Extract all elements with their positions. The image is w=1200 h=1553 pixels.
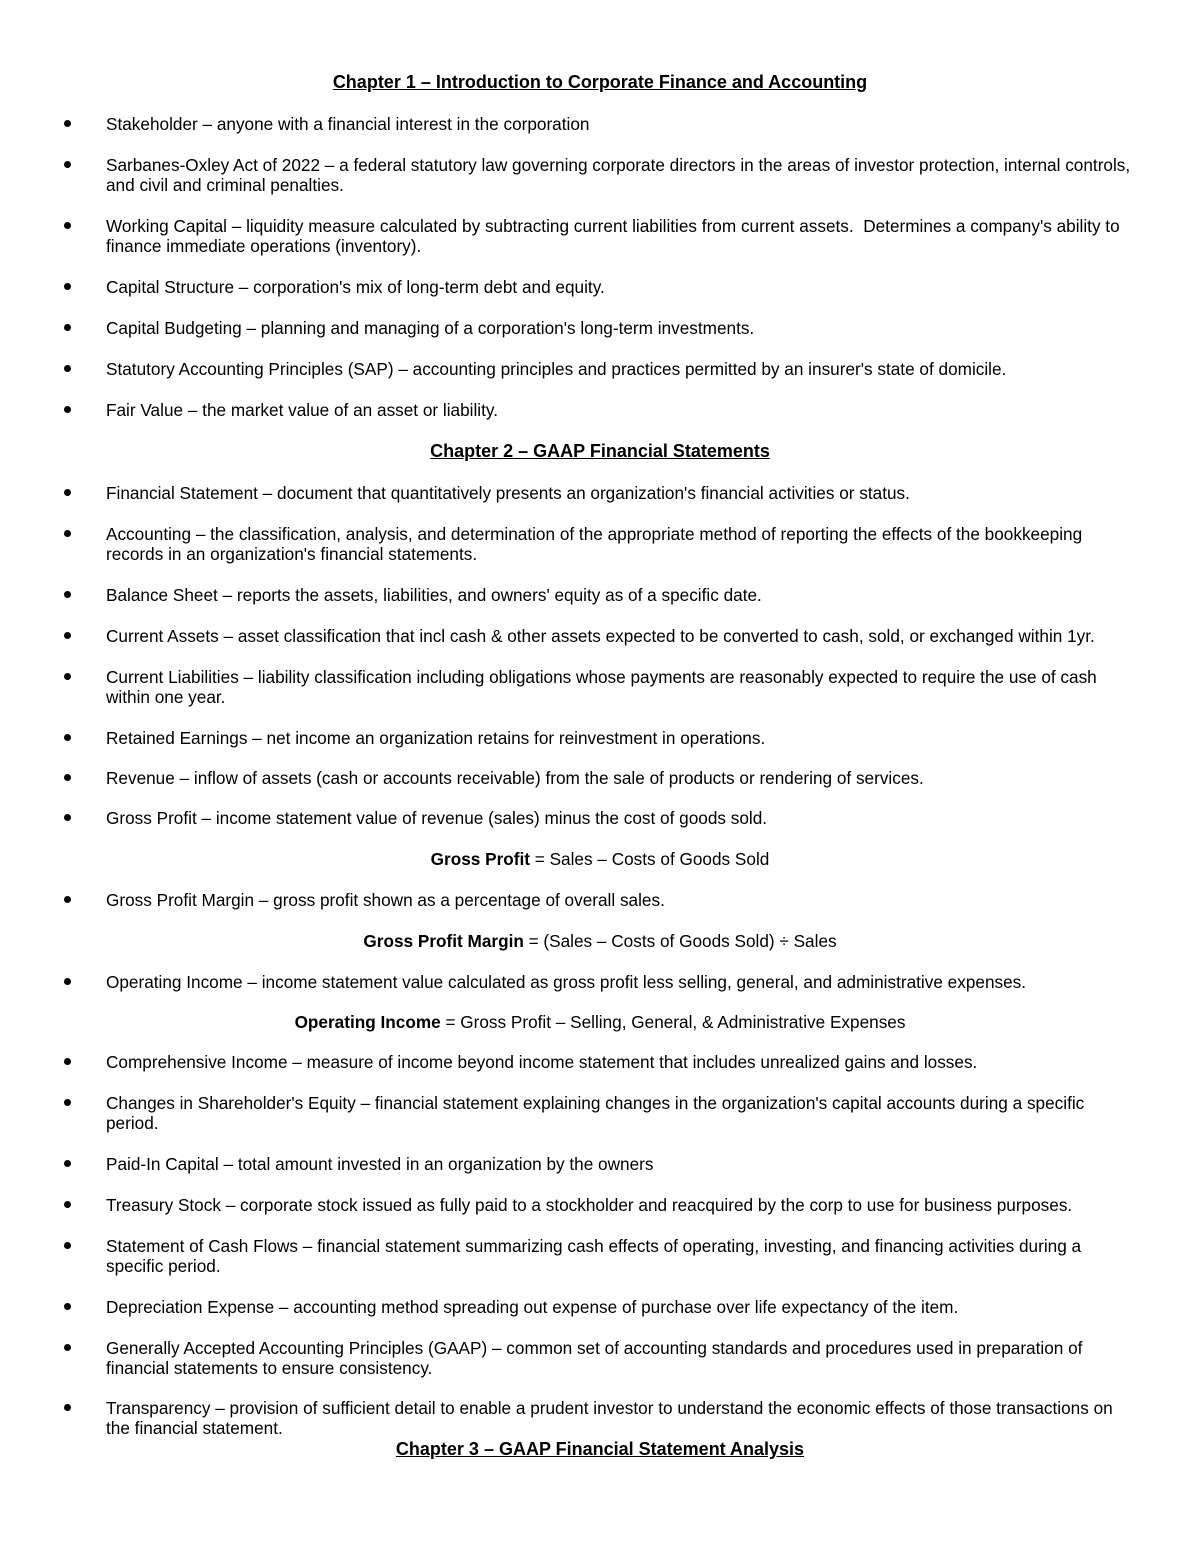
definition-text: Depreciation Expense – accounting method spreading out expense of purchase over life expectancy of the item. bbox=[106, 1297, 959, 1317]
definition-text: Stakeholder – anyone with a financial interest in the corporation bbox=[106, 114, 590, 134]
definition-text: Changes in Shareholder's Equity – financial statement explaining changes in the organization's capital accounts during a specific period. bbox=[106, 1093, 1090, 1133]
bullet-icon bbox=[64, 161, 71, 168]
definition-text: Accounting – the classification, analysis, and determination of the appropriate method of reporting the effects of the bookkeeping records in an organization's financial statements. bbox=[106, 524, 1087, 564]
bullet-icon bbox=[64, 591, 71, 598]
bullet-icon bbox=[64, 1404, 71, 1411]
bullet-icon bbox=[64, 632, 71, 639]
bullet-icon bbox=[64, 1160, 71, 1167]
bullet-icon bbox=[64, 978, 71, 985]
definition-text: Capital Budgeting – planning and managing of a corporation's long-term investments. bbox=[106, 318, 755, 338]
bullet-icon bbox=[64, 774, 71, 781]
definition-text: Retained Earnings – net income an organization retains for reinvestment in operations. bbox=[106, 728, 766, 748]
definition-text: Revenue – inflow of assets (cash or accounts receivable) from the sale of products or rendering of services. bbox=[106, 768, 924, 788]
chapter-1-heading: Chapter 1 – Introduction to Corporate Finance and Accounting bbox=[332, 72, 868, 92]
bullet-icon bbox=[64, 530, 71, 537]
formula-term: Gross Profit bbox=[430, 849, 530, 869]
bullet-icon bbox=[64, 365, 71, 372]
chapter-2-heading: Chapter 2 – GAAP Financial Statements bbox=[430, 441, 770, 461]
definition-text: Comprehensive Income – measure of income beyond income statement that includes unrealized gains and losses. bbox=[106, 1052, 978, 1072]
bullet-icon bbox=[64, 1058, 71, 1065]
definition-text: Statement of Cash Flows – financial statement summarizing cash effects of operating, investing, and financing activities during a specific period. bbox=[106, 1236, 1086, 1276]
definition-text: Transparency – provision of sufficient detail to enable a prudent investor to understand the economic effects of those transactions on the financial statement. bbox=[106, 1398, 1118, 1438]
definition-text: Gross Profit Margin – gross profit shown as a percentage of overall sales. bbox=[106, 890, 665, 910]
formula-definition: = (Sales – Costs of Goods Sold) ÷ Sales bbox=[523, 931, 837, 951]
bullet-icon bbox=[64, 120, 71, 127]
definition-text: Current Liabilities – liability classification including obligations whose payments are reasonably expected to require the use of cash within one year. bbox=[106, 667, 1102, 707]
formula-operating-income bbox=[0, 1012, 1200, 1032]
formula-term: Gross Profit Margin bbox=[363, 931, 524, 951]
definition-text: Financial Statement – document that quantitatively presents an organization's financial activities or status. bbox=[106, 483, 910, 503]
bullet-icon bbox=[64, 222, 71, 229]
definition-text: Treasury Stock – corporate stock issued as fully paid to a stockholder and reacquired by the corp to use for business purposes. bbox=[106, 1195, 1073, 1215]
bullet-icon bbox=[64, 1303, 71, 1310]
bullet-icon bbox=[64, 1344, 71, 1351]
formula-term: Operating Income bbox=[294, 1012, 441, 1032]
definition-text: Sarbanes-Oxley Act of 2022 – a federal statutory law governing corporate directors in the areas of investor protection, internal controls, and civil and criminal penalties. bbox=[106, 155, 1135, 195]
bullet-icon bbox=[64, 896, 71, 903]
bullet-icon bbox=[64, 1201, 71, 1208]
chapter-3-heading: Chapter 3 – GAAP Financial Statement Analysis bbox=[395, 1439, 805, 1459]
bullet-icon bbox=[64, 814, 71, 821]
bullet-icon bbox=[64, 489, 71, 496]
bullet-icon bbox=[64, 1099, 71, 1106]
definition-text: Balance Sheet – reports the assets, liabilities, and owners' equity as of a specific date. bbox=[106, 585, 762, 605]
formula-definition: = Gross Profit – Selling, General, & Administrative Expenses bbox=[440, 1012, 906, 1032]
definition-text: Capital Structure – corporation's mix of long-term debt and equity. bbox=[106, 277, 605, 297]
definition-text: Working Capital – liquidity measure calculated by subtracting current liabilities from current assets. Determines a company's ability to finance immediate operations (inventory). bbox=[106, 216, 1125, 256]
formula-gross-profit bbox=[0, 849, 1200, 869]
definition-text: Operating Income – income statement value calculated as gross profit less selling, general, and administrative expenses. bbox=[106, 972, 1027, 992]
bullet-icon bbox=[64, 1242, 71, 1249]
definition-text: Fair Value – the market value of an asset or liability. bbox=[106, 400, 498, 420]
bullet-icon bbox=[64, 406, 71, 413]
bullet-icon bbox=[64, 734, 71, 741]
definition-text: Paid-In Capital – total amount invested in an organization by the owners bbox=[106, 1154, 654, 1174]
definition-text: Gross Profit – income statement value of revenue (sales) minus the cost of goods sold. bbox=[106, 808, 768, 828]
bullet-icon bbox=[64, 673, 71, 680]
definition-text: Statutory Accounting Principles (SAP) – accounting principles and practices permitted by an insurer's state of domicile. bbox=[106, 359, 1007, 379]
definition-text: Current Assets – asset classification that incl cash & other assets expected to be converted to cash, sold, or exchanged within 1yr. bbox=[106, 626, 1095, 646]
definition-text: Generally Accepted Accounting Principles (GAAP) – common set of accounting standards and procedures used in preparation of financial statements to ensure consistency. bbox=[106, 1338, 1088, 1378]
bullet-icon bbox=[64, 324, 71, 331]
formula-gross-profit-margin bbox=[0, 931, 1200, 951]
bullet-icon bbox=[64, 283, 71, 290]
formula-definition: = Sales – Costs of Goods Sold bbox=[530, 849, 770, 869]
